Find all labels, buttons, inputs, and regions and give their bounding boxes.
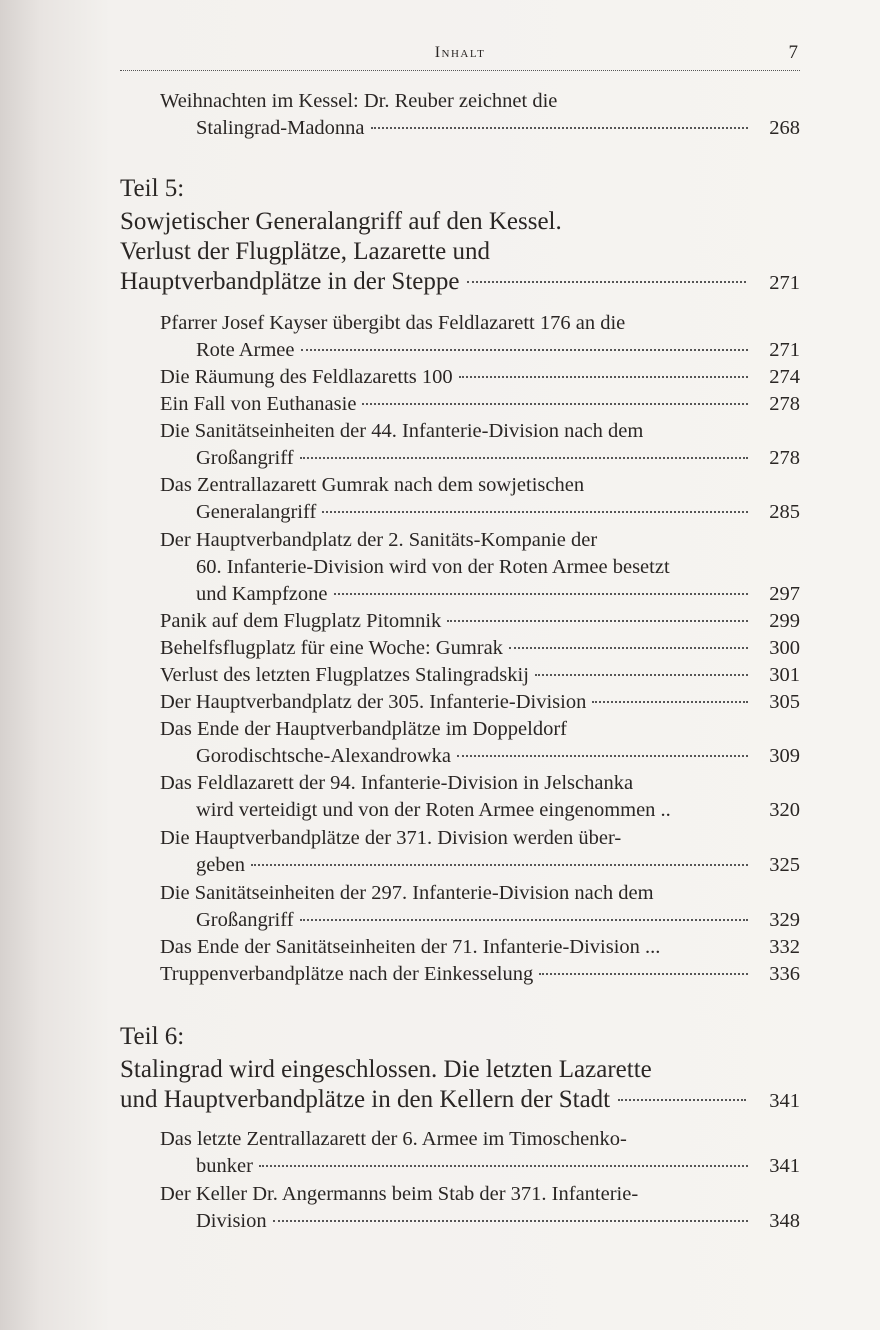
- part-title-line: Hauptverbandplätze in der Steppe: [120, 268, 460, 295]
- toc-entry: [160, 364, 800, 391]
- toc-entry: [160, 472, 800, 526]
- entry-page-number: 300: [769, 637, 800, 659]
- part-title-line: und Hauptverbandplätze in den Kellern der Stadt: [120, 1086, 611, 1113]
- dot-leader: [259, 1165, 748, 1167]
- entry-page-number: 329: [769, 909, 800, 931]
- toc-entry: [160, 391, 800, 418]
- entry-page-number: 320: [769, 799, 800, 821]
- dot-leader: [362, 403, 748, 405]
- dot-leader: [371, 127, 748, 129]
- entry-page-number: 268: [769, 117, 800, 139]
- header-page-number: 7: [788, 42, 798, 63]
- entry-title-line: Das Feldlazarett der 94. Infanterie-Division in Jelschanka: [160, 772, 634, 794]
- dot-leader: [322, 511, 748, 513]
- part-5-label: Teil 5:: [120, 175, 185, 202]
- part-title-line: Verlust der Flugplätze, Lazarette und: [120, 238, 490, 265]
- entry-title-line: Das letzte Zentrallazarett der 6. Armee im Timoschenko-: [160, 1128, 627, 1150]
- entry-title-line: Das Ende der Sanitätseinheiten der 71. Infanterie-Division ...: [160, 936, 661, 958]
- entry-title-line: Die Hauptverbandplätze der 371. Division werden über-: [160, 827, 622, 849]
- part-title-line: Sowjetischer Generalangriff auf den Kessel.: [120, 208, 562, 235]
- dot-leader: [300, 919, 748, 921]
- entry-page-number: 305: [769, 691, 800, 713]
- part-title-line: Stalingrad wird eingeschlossen. Die letzten Lazarette: [120, 1056, 652, 1083]
- toc-entry: [160, 1126, 800, 1180]
- entry-page-number: 348: [769, 1210, 800, 1232]
- dot-leader: [251, 864, 748, 866]
- entry-title-line: Das Zentrallazarett Gumrak nach dem sowjetischen: [160, 474, 585, 496]
- dot-leader: [509, 647, 748, 649]
- entry-page-number: 325: [769, 854, 800, 876]
- entry-title-line: Panik auf dem Flugplatz Pitomnik: [160, 610, 442, 632]
- toc-entry: [160, 88, 800, 142]
- dot-leader: [457, 755, 748, 757]
- entry-title-line: Der Hauptverbandplatz der 2. Sanitäts-Kompanie der: [160, 529, 598, 551]
- entry-title-line: Generalangriff: [196, 501, 317, 523]
- dot-leader: [447, 620, 748, 622]
- entry-title-line: Gorodischtsche-Alexandrowka: [196, 745, 452, 767]
- toc-entry: [160, 635, 800, 662]
- running-header: [120, 44, 800, 70]
- part-page-number: 271: [769, 272, 800, 294]
- toc-entry: [160, 1181, 800, 1235]
- entry-page-number: 332: [769, 936, 800, 958]
- dot-leader: [300, 457, 748, 459]
- toc-entry: [160, 770, 800, 824]
- entry-title-line: Großangriff: [196, 909, 294, 931]
- entry-title-line: Ein Fall von Euthanasie: [160, 393, 357, 415]
- toc-entry: [160, 662, 800, 689]
- entry-page-number: 297: [769, 583, 800, 605]
- toc-entry: [160, 689, 800, 716]
- entry-page-number: 278: [769, 393, 800, 415]
- part-5-title: [120, 207, 800, 298]
- entry-page-number: 341: [769, 1155, 800, 1177]
- dot-leader: [618, 1099, 746, 1101]
- entry-title-line: Das Ende der Hauptverbandplätze im Doppeldorf: [160, 718, 568, 740]
- entry-title-line: Großangriff: [196, 447, 294, 469]
- entry-page-number: 274: [769, 366, 800, 388]
- dot-leader: [301, 349, 749, 351]
- entry-title-line: und Kampfzone: [196, 583, 328, 605]
- toc-entry: [160, 880, 800, 934]
- entry-page-number: 278: [769, 447, 800, 469]
- entry-title-line: Pfarrer Josef Kayser übergibt das Feldlazarett 176 an die: [160, 312, 626, 334]
- entry-title-line: geben: [196, 854, 245, 876]
- entry-title-line: Die Räumung des Feldlazaretts 100: [160, 366, 453, 388]
- dot-leader: [334, 593, 749, 595]
- entry-page-number: 336: [769, 963, 800, 985]
- part-page-number: 341: [769, 1090, 800, 1112]
- header-dotted-rule: [120, 70, 800, 71]
- entry-page-number: 301: [769, 664, 800, 686]
- toc-entry: [160, 608, 800, 635]
- dot-leader: [539, 973, 748, 975]
- toc-entry: [160, 825, 800, 879]
- dot-leader: [467, 281, 746, 283]
- dot-leader: [459, 376, 748, 378]
- part-6-label: Teil 6:: [120, 1023, 185, 1050]
- entry-title-line: Verlust des letzten Flugplatzes Stalingradskij: [160, 664, 529, 686]
- entry-title-line: wird verteidigt und von der Roten Armee eingenommen ..: [196, 799, 671, 821]
- entry-title-line: Behelfsflugplatz für eine Woche: Gumrak: [160, 637, 503, 659]
- toc-entry: [160, 716, 800, 770]
- toc-entry: [160, 418, 800, 472]
- toc-entry: [160, 961, 800, 988]
- toc-entry: [160, 527, 800, 608]
- entry-title-line: Der Keller Dr. Angermanns beim Stab der 371. Infanterie-: [160, 1183, 639, 1205]
- entry-page-number: 309: [769, 745, 800, 767]
- entry-title-line: Truppenverbandplätze nach der Einkesselung: [160, 963, 534, 985]
- dot-leader: [592, 701, 748, 703]
- entry-title-line: Die Sanitätseinheiten der 297. Infanterie-Division nach dem: [160, 882, 654, 904]
- entry-page-number: 271: [769, 339, 800, 361]
- entry-title-line: Weihnachten im Kessel: Dr. Reuber zeichnet die: [160, 90, 558, 112]
- entry-title-line: Rote Armee: [196, 339, 295, 361]
- entry-page-number: 285: [769, 501, 800, 523]
- entry-title-line: bunker: [196, 1155, 253, 1177]
- entry-title-line: Die Sanitätseinheiten der 44. Infanterie-Division nach dem: [160, 420, 644, 442]
- entry-title-line: Der Hauptverbandplatz der 305. Infanterie-Division: [160, 691, 587, 713]
- dot-leader: [273, 1220, 748, 1222]
- toc-entry: [160, 934, 800, 961]
- entry-title-line: 60. Infanterie-Division wird von der Roten Armee besetzt: [196, 556, 670, 578]
- header-title: Inhalt: [434, 44, 486, 61]
- part-6-title: [120, 1055, 800, 1116]
- entry-title-line: Division: [196, 1210, 267, 1232]
- entry-title-line: Stalingrad-Madonna: [196, 117, 365, 139]
- dot-leader: [535, 674, 748, 676]
- entry-page-number: 299: [769, 610, 800, 632]
- toc-entry: [160, 310, 800, 364]
